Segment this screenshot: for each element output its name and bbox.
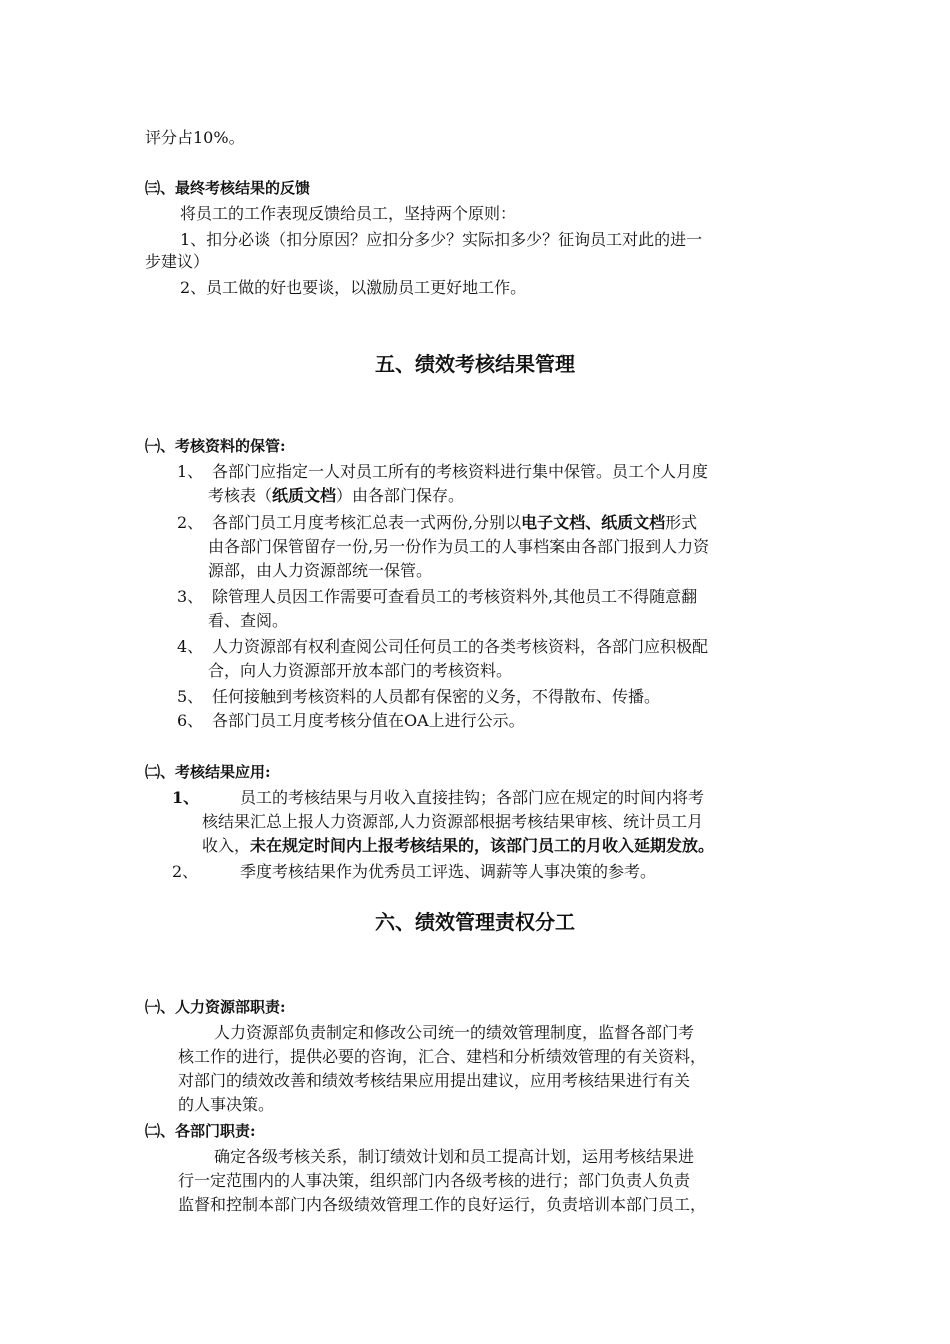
list-item-text: 考核表（纸质文档）由各部门保存。 bbox=[208, 486, 465, 505]
list-item-text: 由各部门保管留存一份,另一份作为员工的人事档案由各部门报到人力资 bbox=[208, 537, 710, 556]
feedback-intro: 将员工的工作表现反馈给员工，坚持两个原则： bbox=[180, 204, 517, 223]
list-item-number: 2、 bbox=[177, 513, 204, 532]
section-heading-feedback: ㈢、最终考核结果的反馈 bbox=[145, 179, 311, 197]
list-item-text: 源部，由人力资源部统一保管。 bbox=[208, 561, 433, 580]
hr-duties-line: 的人事决策。 bbox=[178, 1095, 275, 1114]
list-item-text: 看、查阅。 bbox=[208, 611, 289, 630]
list-item-text: 除管理人员因工作需要可查看员工的考核资料外,其他员工不得随意翻 bbox=[212, 587, 698, 606]
chapter-title-6: 六、绩效管理责权分工 bbox=[375, 910, 575, 934]
list-item-number: 5、 bbox=[177, 687, 204, 706]
list-item-text: 各部门应指定一人对员工所有的考核资料进行集中保管。员工个人月度 bbox=[212, 462, 709, 481]
list-item-number: 1、 bbox=[177, 462, 204, 481]
section-heading-archive: ㈠、考核资料的保管: bbox=[145, 437, 286, 455]
section-heading-application: ㈡、考核结果应用: bbox=[145, 763, 271, 781]
list-item-number: 2、 bbox=[172, 862, 199, 881]
list-item-text: 各部门员工月度考核汇总表一式两份,分别以电子文档、纸质文档形式 bbox=[212, 513, 698, 532]
list-item-text: 合，向人力资源部开放本部门的考核资料。 bbox=[208, 661, 513, 680]
feedback-rule-2: 2、员工做的好也要谈，以激励员工更好地工作。 bbox=[180, 278, 527, 297]
list-item-text: 收入，未在规定时间内上报考核结果的，该部门员工的月收入延期发放。 bbox=[202, 836, 715, 855]
dept-duties-line: 监督和控制本部门内各级绩效管理工作的良好运行，负责培训本部门员工， bbox=[178, 1195, 707, 1214]
feedback-rule-1-line-2: 步建议） bbox=[145, 252, 210, 271]
list-item-text: 员工的考核结果与月收入直接挂钩；各部门应在规定的时间内将考 bbox=[240, 788, 705, 807]
dept-duties-line: 行一定范围内的人事决策，组织部门内各级考核的进行；部门负责人负责 bbox=[178, 1171, 691, 1190]
section-heading-hr-duties: ㈠、人力资源部职责: bbox=[145, 998, 286, 1016]
list-item-number: 1、 bbox=[172, 788, 200, 807]
list-item-number: 6、 bbox=[177, 711, 204, 730]
list-item-text: 任何接触到考核资料的人员都有保密的义务，不得散布、传播。 bbox=[212, 687, 661, 706]
section-heading-dept-duties: ㈡、各部门职责: bbox=[145, 1122, 256, 1140]
list-item-text: 季度考核结果作为优秀员工评选、调薪等人事决策的参考。 bbox=[240, 862, 657, 881]
dept-duties-line: 确定各级考核关系，制订绩效计划和员工提高计划，运用考核结果进 bbox=[214, 1147, 695, 1166]
chapter-title-5: 五、绩效考核结果管理 bbox=[375, 352, 575, 376]
hr-duties-line: 核工作的进行，提供必要的咨询，汇合、建档和分析绩效管理的有关资料， bbox=[178, 1047, 707, 1066]
hr-duties-line: 对部门的绩效改善和绩效考核结果应用提出建议，应用考核结果进行有关 bbox=[178, 1071, 691, 1090]
list-item-text: 人力资源部有权利查阅公司任何员工的各类考核资料，各部门应积极配 bbox=[212, 637, 709, 656]
list-item-number: 4、 bbox=[177, 637, 204, 656]
paragraph-score-share: 评分占10%。 bbox=[145, 128, 245, 147]
hr-duties-line: 人力资源部负责制定和修改公司统一的绩效管理制度，监督各部门考 bbox=[214, 1023, 695, 1042]
list-item-text: 核结果汇总上报人力资源部,人力资源部根据考核结果审核、统计员工月 bbox=[202, 812, 704, 831]
list-item-number: 3、 bbox=[177, 587, 204, 606]
list-item-text: 各部门员工月度考核分值在OA上进行公示。 bbox=[212, 711, 525, 730]
feedback-rule-1-line-1: 1、扣分必谈（扣分原因？应扣分多少？实际扣多少？征询员工对此的进一 bbox=[180, 230, 703, 249]
